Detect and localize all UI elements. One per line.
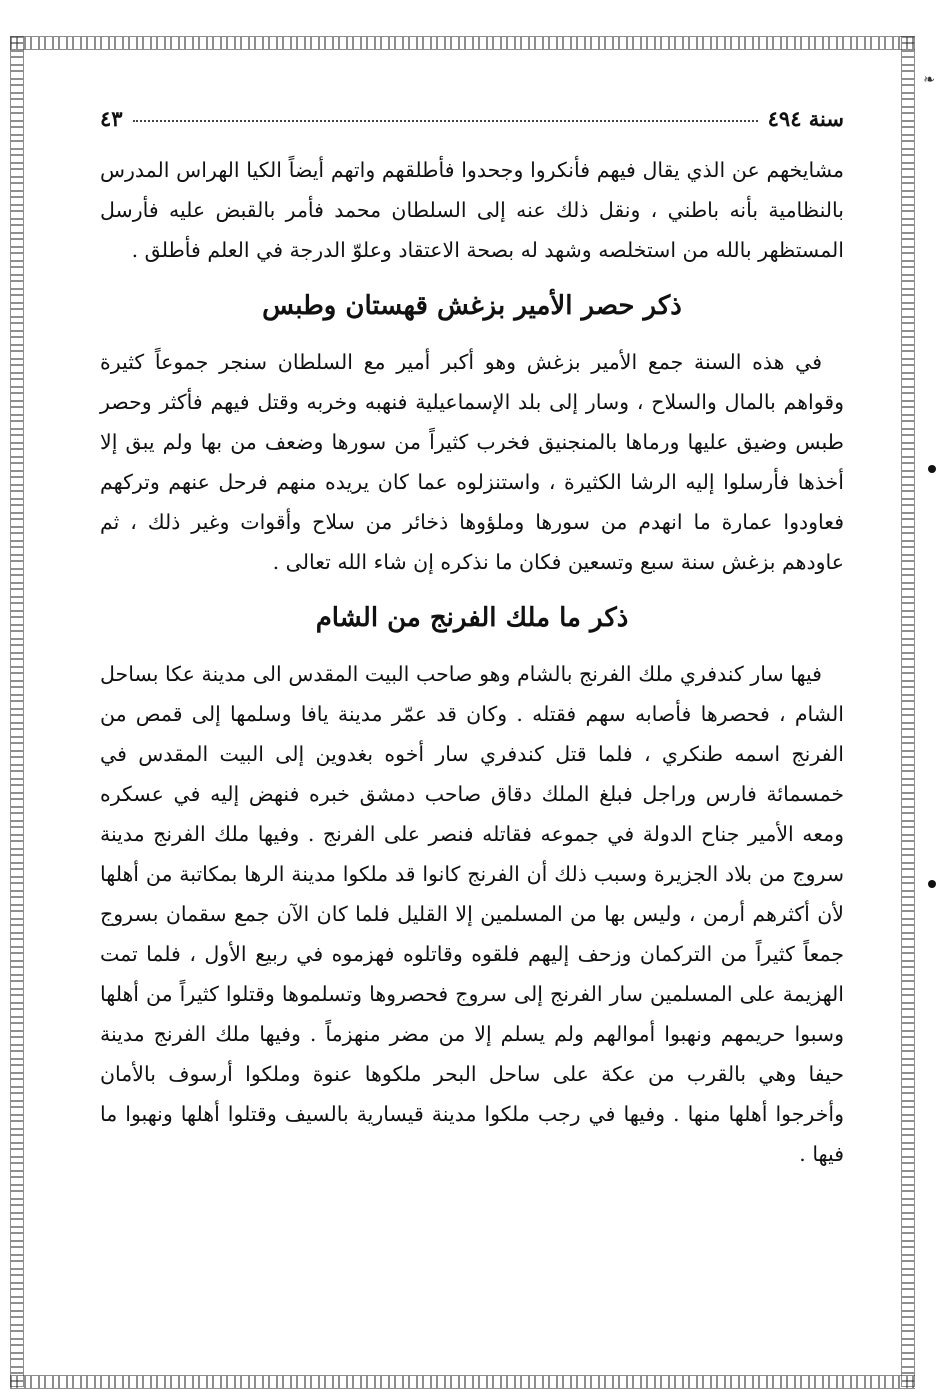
margin-dot-icon bbox=[928, 465, 936, 473]
margin-dot-icon bbox=[928, 880, 936, 888]
corner-mark-icon: ❧ bbox=[923, 72, 935, 88]
intro-paragraph: مشايخهم عن الذي يقال فيهم فأنكروا وجحدوا فأطلقهم واتهم أيضاً الكيا الهراس المدرس بالنظامية بأنه باطني ، ونقل ذلك عنه إلى السلطان محمد فأمر بالقبض عليه فأرسل المستظهر بالله من استخلصه وشهد له بصحة الاعتقاد وعلوّ الدرجة في العلم فأطلق . bbox=[100, 158, 844, 262]
ornamental-border-top bbox=[10, 36, 915, 50]
ornamental-border-left bbox=[10, 36, 24, 1387]
section-paragraph-franks: فيها سار كندفري ملك الفرنج بالشام وهو صاحب البيت المقدس الى مدينة عكا بساحل الشام ، فحصرها فأصابه سهم فقتله . وكان قد عمّر مدينة يافا وسلمها إلى قمص من الفرنج اسمه طنكري ، فلما قتل كندفري سار أخوه بغدوين إلى البيت المقدس في خمسمائة فارس وراجل فبلغ الملك دقاق صاحب دمشق خبره فنهض إليه في عسكره ومعه الأمير جناح الدولة في جموعه فقاتله فنصر على الفرنج . وفيها ملك الفرنج مدينة سروج من بلاد الجزيرة وسبب ذلك أن الفرنج كانوا قد ملكوا مدينة الرها بمكاتبة من أهلها لأن أكثرهم أرمن ، وليس بها من المسلمين إلا القليل فلما كان الآن جمع سقمان بسروج جمعاً كثيراً من التركمان وزحف إليهم فلقوه وقاتلوه فهزموه في ربيع الأول ، فلما تمت الهزيمة على المسلمين سار الفرنج إلى سروج فحصروها وتسلموها وقتلوا كثيراً من أهلها وسبوا حريمهم ونهبوا أموالهم ولم يسلم إلا من مضر منهزماً . وفيها ملك الفرنج مدينة حيفا وهي بالقرب من عكة على ساحل البحر ملكوها عنوة وملكوا أرسوف بالأمان وأخرجوا أهلها منها . وفيها في رجب ملكوا مدينة قيسارية بالسيف وقتلوا أهلها ونهبوا ما فيها . bbox=[100, 662, 844, 1166]
section-title-franks: ذكر ما ملك الفرنج من الشام bbox=[315, 603, 629, 633]
dotted-leader bbox=[133, 120, 758, 122]
year-label: سنة ٤٩٤ bbox=[767, 105, 844, 131]
ornamental-border-right bbox=[901, 36, 915, 1387]
section-title-bazghash: ذكر حصر الأمير بزغش قهستان وطبس bbox=[262, 291, 682, 321]
running-header bbox=[100, 102, 844, 134]
page-number: ٤٣ bbox=[100, 105, 123, 131]
ornamental-border-bottom bbox=[10, 1375, 915, 1389]
section-paragraph-bazghash: في هذه السنة جمع الأمير بزغش وهو أكبر أمير مع السلطان سنجر جموعاً كثيرة وقواهم بالمال والسلاح ، وسار إلى بلد الإسماعيلية فنهبه وخربه وقتل فيهم فأكثر وحصر طبس وضيق عليها ورماها بالمنجنيق فخرب كثيراً من سورها وضعف من بها ولم يبق إلا أخذها فأرسلوا إليه الرشا الكثيرة ، واستنزلوه عما كان يريده منهم فرحل عنهم وتركهم فعاودوا عمارة ما انهدم من سورها وملؤوها ذخائر من سلاح وأقوات وغير ذلك ، ثم عاودهم بزغش سنة سبع وتسعين فكان ما نذكره إن شاء الله تعالى . bbox=[100, 350, 844, 574]
page-body bbox=[100, 150, 844, 1174]
